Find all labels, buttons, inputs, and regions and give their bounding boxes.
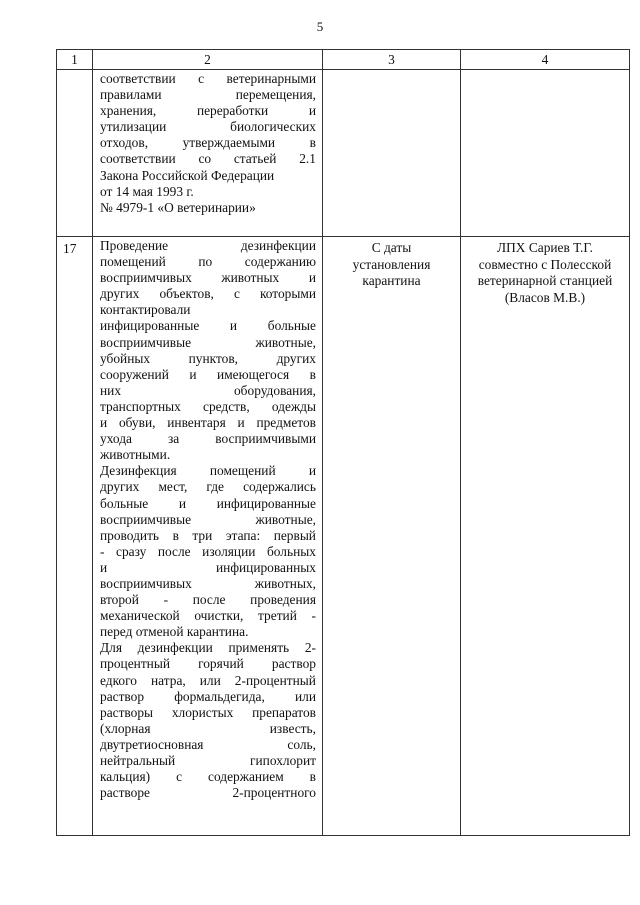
description-word: и — [178, 495, 187, 511]
description-line — [100, 318, 316, 334]
responsible-cell — [461, 237, 630, 836]
description-line — [100, 592, 316, 608]
description-word: и — [308, 103, 316, 119]
description-line: Закона Российской Федерации — [100, 167, 275, 183]
header-col-2: 2 — [93, 50, 323, 70]
description-line — [100, 119, 316, 135]
description-word: восприимчивые — [100, 511, 192, 527]
description-line: контактировали — [100, 302, 191, 318]
page-number: 5 — [316, 19, 324, 34]
description-word: других — [100, 286, 140, 302]
description-word: утверждаемыми — [182, 135, 276, 151]
description-line: от 14 мая 1993 г. — [100, 183, 194, 199]
description-line — [100, 399, 316, 415]
description-line: животными. — [100, 447, 171, 463]
description-word: - — [311, 608, 316, 624]
description-word: переработки — [196, 103, 269, 119]
row-number-cell — [57, 70, 93, 237]
description-word: растворе — [100, 785, 150, 801]
description-word: три — [192, 527, 213, 543]
description-word: содержанием — [208, 769, 284, 785]
description-word: и — [189, 366, 197, 382]
description-line — [100, 528, 316, 544]
header-col-4: 4 — [461, 50, 630, 70]
description-word: растворы — [100, 704, 154, 720]
description-word: инфицированных — [215, 559, 316, 575]
description-word: сооружений — [100, 366, 169, 382]
description-word: едкого — [100, 672, 137, 688]
description-line — [100, 286, 316, 302]
description-word: одежды — [271, 398, 316, 414]
description-word: содержанию — [244, 254, 316, 270]
description-word: восприимчивых — [100, 270, 192, 286]
description-line — [100, 367, 316, 383]
description-line — [100, 431, 316, 447]
description-line — [100, 238, 316, 254]
description-line — [100, 415, 316, 431]
description-word: с — [176, 769, 183, 785]
description-word: них — [100, 382, 122, 398]
description-word: проводить — [100, 527, 160, 543]
description-word: процентный — [100, 656, 171, 672]
description-word: со — [198, 151, 212, 167]
description-line — [100, 785, 316, 801]
description-word: больных — [266, 543, 316, 559]
description-word: горячий — [198, 656, 244, 672]
description-line — [100, 87, 316, 103]
measures-table — [56, 49, 630, 836]
description-word: третий — [258, 608, 297, 624]
deadline-line: С даты — [371, 240, 412, 255]
description-line — [100, 351, 316, 367]
description-word: помещений — [100, 254, 166, 270]
description-word: животные, — [255, 511, 316, 527]
description-word: за — [167, 431, 180, 447]
description-word: по — [198, 254, 213, 270]
description-word: раствор — [100, 688, 145, 704]
description-word: дезинфекции — [137, 640, 213, 656]
description-word: натра, — [150, 672, 186, 688]
description-word: 2.1 — [299, 151, 316, 167]
responsible-line: совместно с Полесской — [478, 256, 612, 272]
description-word: (хлорная — [100, 720, 151, 736]
row-number-cell: 17 — [57, 237, 93, 836]
description-word: перемещения, — [235, 87, 316, 103]
description-word: средств, — [203, 398, 250, 414]
description-line — [100, 737, 316, 753]
description-line — [100, 656, 316, 672]
description-word: проведения — [250, 592, 316, 608]
description-word: больные — [267, 318, 316, 334]
description-word: механической — [100, 608, 180, 624]
description-line — [100, 753, 316, 769]
description-word: биологических — [230, 119, 316, 135]
description-word: инфицированные — [100, 318, 200, 334]
description-line — [100, 103, 316, 119]
description-word: нейтральный — [100, 753, 176, 768]
description-line — [100, 705, 316, 721]
description-word: инфицированные — [216, 495, 316, 511]
deadline-cell — [323, 70, 461, 237]
description-word: Для — [100, 640, 122, 656]
description-word: дезинфекции — [240, 238, 316, 253]
description-line: перед отменой карантина. — [100, 624, 249, 640]
description-word: в — [309, 135, 316, 151]
description-word: или — [294, 688, 316, 704]
description-word: которыми — [259, 286, 316, 302]
responsible-cell — [461, 70, 630, 237]
description-line — [100, 689, 316, 705]
description-word: соответствии — [100, 71, 176, 86]
description-word: в — [309, 769, 316, 785]
description-word: Проведение — [100, 238, 169, 253]
description-line — [100, 640, 316, 656]
description-word: и — [100, 559, 108, 575]
description-word: после — [157, 543, 191, 559]
description-line: № 4979-1 «О ветеринарии» — [100, 199, 256, 215]
description-word: оборудования, — [233, 382, 316, 398]
description-word: сразу — [116, 543, 147, 559]
description-word: инвентаря — [167, 415, 226, 431]
description-word: животных, — [254, 575, 316, 591]
description-word: объектов, — [159, 286, 214, 302]
table-row-continuation — [57, 70, 630, 237]
header-col-3: 3 — [323, 50, 461, 70]
description-line — [100, 151, 316, 167]
description-word: соль, — [287, 736, 316, 752]
description-word: - — [100, 543, 105, 559]
deadline-line: карантина — [362, 273, 421, 288]
description-word: или — [199, 672, 221, 688]
description-word: кальция) — [100, 769, 151, 785]
description-line — [100, 335, 316, 351]
description-line — [100, 71, 316, 87]
description-word: обуви, — [118, 415, 156, 431]
description-word: животные, — [255, 334, 316, 350]
description-word: применять — [228, 640, 290, 656]
description-line — [100, 673, 316, 689]
measure-description-cell — [93, 70, 323, 237]
description-line — [100, 576, 316, 592]
description-word: раствор — [271, 656, 316, 672]
description-word: транспортных — [100, 398, 181, 414]
description-word: имеющегося — [217, 366, 290, 382]
description-line — [100, 270, 316, 286]
description-word: хлористых — [171, 704, 234, 720]
responsible-line: ветеринарной станцией — [477, 273, 613, 288]
description-word: восприимчивые — [100, 334, 192, 350]
description-word: других — [100, 479, 140, 495]
description-line — [100, 383, 316, 399]
description-line — [100, 769, 316, 785]
description-word: статьей — [233, 151, 277, 167]
description-word: ветеринарными — [226, 71, 316, 86]
description-word: первый — [273, 527, 316, 543]
header-col-1: 1 — [57, 50, 93, 70]
description-word: где — [206, 479, 224, 495]
description-line — [100, 512, 316, 528]
description-line — [100, 135, 316, 151]
description-word: мест, — [158, 479, 188, 495]
description-word: животных — [221, 270, 280, 286]
description-line — [100, 721, 316, 737]
description-word: 2-процентный — [234, 672, 316, 688]
description-word: двутретиосновная — [100, 736, 204, 752]
description-word: помещений — [209, 463, 276, 479]
description-word: и — [100, 415, 108, 431]
measure-description-cell — [93, 237, 323, 836]
description-word: в — [172, 527, 179, 543]
description-line — [100, 608, 316, 624]
deadline-line: установления — [352, 256, 431, 272]
description-word: утилизации — [100, 119, 167, 135]
description-word: и — [229, 318, 238, 334]
description-word: соответствии — [100, 151, 176, 167]
description-word: ухода — [100, 431, 132, 447]
description-word: и — [308, 270, 316, 286]
description-line — [100, 463, 316, 479]
description-line — [100, 560, 316, 576]
description-word: содержались — [243, 479, 316, 495]
description-word: - — [163, 592, 169, 608]
description-word: в — [309, 366, 316, 382]
description-word: с — [198, 71, 205, 86]
description-word: изоляции — [202, 543, 256, 559]
description-word: этапа: — [225, 527, 261, 543]
responsible-line: ЛПХ Сариев Т.Г. — [497, 240, 593, 255]
table-header-row — [57, 50, 630, 70]
responsible-line: (Власов М.В.) — [504, 289, 586, 305]
description-word: больные — [100, 495, 149, 511]
description-line — [100, 479, 316, 495]
description-word: убойных — [100, 350, 151, 366]
description-word: Дезинфекция — [100, 463, 177, 479]
description-word: формальдегида, — [174, 688, 265, 704]
description-word: очистки, — [194, 608, 244, 624]
description-word: после — [192, 592, 226, 608]
description-word: пунктов, — [188, 350, 239, 366]
description-word: гипохлорит — [250, 753, 316, 768]
description-word: и — [308, 463, 316, 479]
description-word: известь, — [269, 720, 316, 736]
description-word: других — [276, 350, 316, 366]
description-word: препаратов — [252, 704, 316, 720]
description-line — [100, 544, 316, 560]
description-word: восприимчивых — [100, 575, 192, 591]
description-word: 2-процентного — [232, 785, 316, 801]
description-word: 2- — [304, 640, 316, 656]
description-word: хранения, — [100, 103, 157, 119]
description-word: правилами — [100, 87, 162, 103]
description-word: второй — [100, 592, 139, 608]
description-word: восприимчивыми — [215, 431, 316, 447]
description-line — [100, 254, 316, 270]
description-word: и — [237, 415, 245, 431]
description-word: отходов, — [100, 135, 149, 151]
description-word: предметов — [256, 415, 316, 431]
deadline-cell — [323, 237, 461, 836]
description-line — [100, 496, 316, 512]
description-word: с — [233, 286, 240, 302]
table-row-17 — [57, 237, 630, 836]
